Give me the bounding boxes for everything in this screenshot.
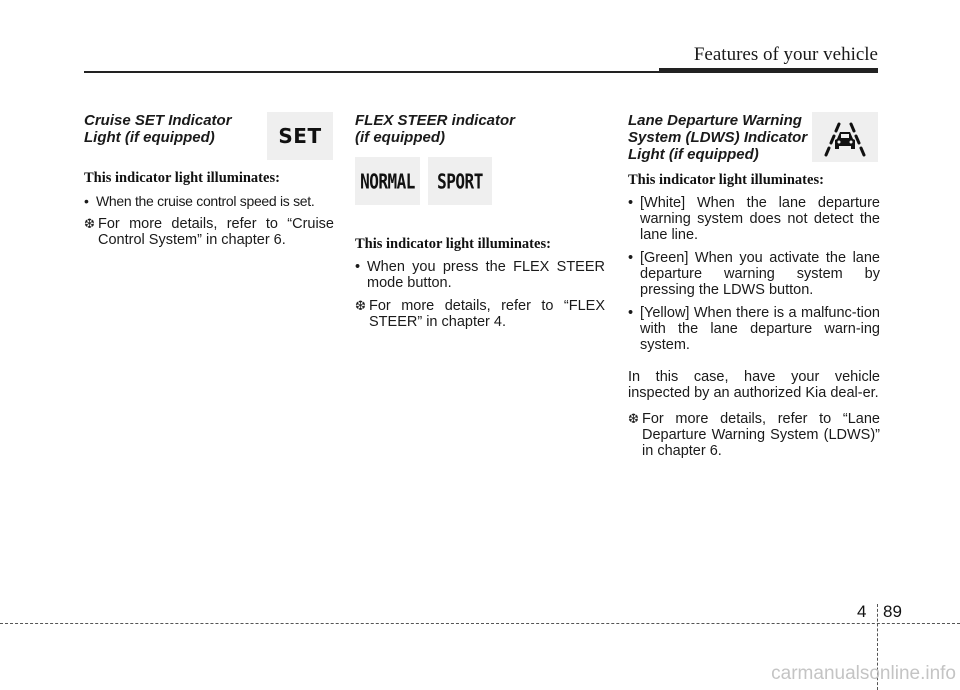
- note-icon: ❆: [628, 411, 639, 426]
- flex-steer-bullet: • When you press the FLEX STEER mode button.: [355, 259, 605, 291]
- flex-steer-lead: This indicator light illuminates:: [355, 236, 551, 252]
- ldws-bullet-green: • [Green] When you activate the lane departure warning system by pressing the LDWS button.: [628, 250, 880, 298]
- note-icon: ❆: [84, 216, 95, 231]
- watermark: carmanualsonline.info: [771, 663, 956, 684]
- ldws-section: [628, 112, 880, 459]
- ldws-title: Lane Departure Warning System (LDWS) Indicator Light (if equipped): [628, 112, 808, 163]
- bullet-icon: •: [628, 250, 634, 266]
- header-title: Features of your vehicle: [693, 44, 878, 65]
- flex-steer-title: FLEX STEER indicator (if equipped): [355, 112, 516, 146]
- normal-indicator-icon: NORMAL: [355, 157, 420, 205]
- cruise-set-note: ❆ For more details, refer to “Cruise Control System” in chapter 6.: [84, 216, 334, 248]
- bullet-icon: •: [628, 195, 634, 211]
- ldws-indicator-icon: [812, 112, 878, 162]
- note-icon: ❆: [355, 298, 366, 313]
- ldws-bullet-white: • [White] When the lane departure warning system does not detect the lane line.: [628, 195, 880, 243]
- bullet-icon: •: [84, 193, 89, 209]
- flex-steer-section: [355, 112, 605, 330]
- header-rule-thick: [659, 68, 878, 73]
- header-rule: [84, 71, 659, 73]
- cruise-set-bullet: • When the cruise control speed is set.: [84, 193, 315, 209]
- sport-indicator-icon: SPORT: [428, 157, 492, 205]
- page-number: 89: [883, 602, 902, 621]
- lane-car-icon: [817, 115, 873, 159]
- ldws-bullet-yellow: • [Yellow] When there is a malfunc-tion with the lane departure warn-ing system.: [628, 305, 880, 353]
- bullet-icon: •: [628, 305, 634, 321]
- ldws-paragraph: In this case, have your vehicle inspected by an authorized Kia deal-er.: [628, 369, 880, 401]
- chapter-number: 4: [857, 602, 867, 621]
- flex-steer-note: ❆ For more details, refer to “FLEX STEER” in chapter 4.: [355, 298, 605, 330]
- ldws-lead: This indicator light illuminates:: [628, 172, 824, 188]
- ldws-note: ❆ For more details, refer to “Lane Departure Warning System (LDWS)” in chapter 6.: [628, 411, 880, 459]
- set-indicator-icon: SET: [267, 112, 333, 160]
- footer-rule: [0, 623, 960, 624]
- cruise-set-title: Cruise SET Indicator Light (if equipped): [84, 112, 232, 146]
- bullet-icon: •: [355, 259, 361, 275]
- cruise-set-lead: This indicator light illuminates:: [84, 170, 280, 186]
